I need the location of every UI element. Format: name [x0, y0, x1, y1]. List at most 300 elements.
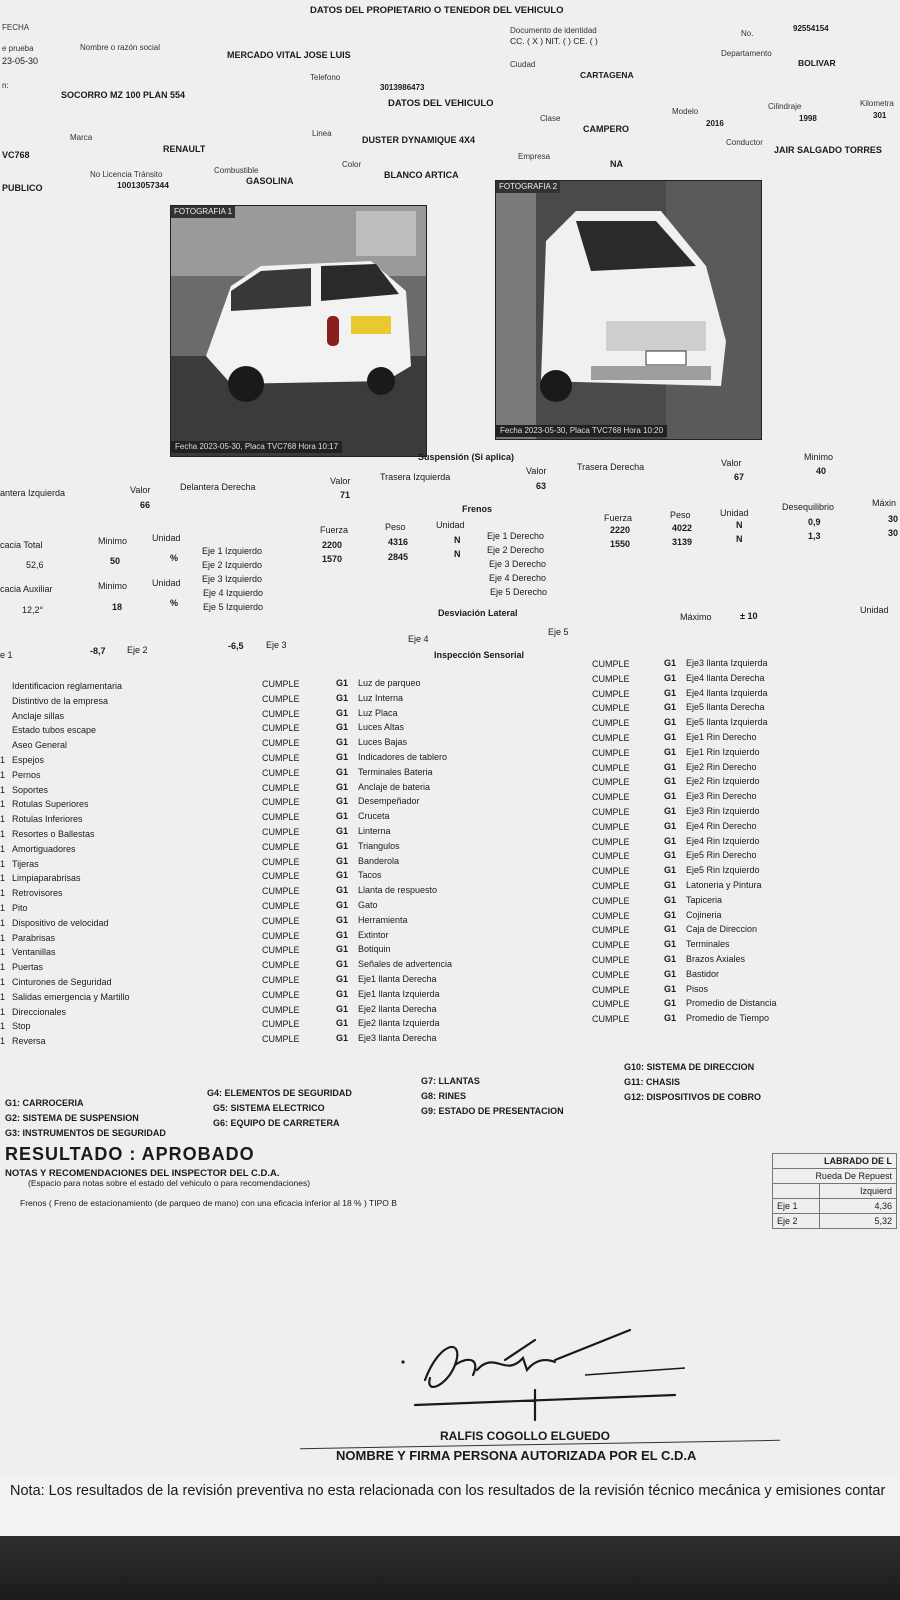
group-code: G1 [664, 761, 677, 772]
susp-minimo-label: Minimo [804, 452, 834, 462]
right-axle-4-name: Eje 4 Derecho [489, 573, 547, 583]
departamento-value: BOLIVAR [798, 58, 836, 68]
left-axle-2-fuerza: 1570 [322, 554, 343, 564]
frenos-minimo-value: 50 [110, 556, 121, 566]
group-code: G1 [336, 678, 349, 688]
group-g4: G4: ELEMENTOS DE SEGURIDAD [207, 1088, 352, 1098]
combustible-label: Combustible [214, 166, 259, 175]
group-g6: G6: EQUIPO DE CARRETERA [213, 1118, 340, 1128]
group-code: G1 [664, 820, 677, 831]
list-item: Eje2 Rin Izquierdo [686, 776, 760, 787]
list-item: Promedio de Tiempo [686, 1013, 770, 1024]
maximo-label: Máxin [872, 498, 897, 508]
list-item: Luz Placa [358, 707, 398, 718]
clase-label: Clase [540, 114, 561, 123]
frenos-peso-label: Peso [385, 522, 406, 532]
list-item: Triangulos [358, 840, 400, 851]
group-code: G1 [664, 1013, 677, 1024]
left-axle-4-name: Eje 4 Izquierdo [203, 588, 264, 598]
group-g12: G12: DISPOSITIVOS DE COBRO [624, 1092, 762, 1102]
list-item: Eje5 llanta Derecha [686, 702, 765, 713]
group-code: G1 [336, 1033, 349, 1044]
labrado-eje-2: Eje 2 [773, 1214, 820, 1229]
group-code: G1 [336, 855, 349, 866]
group-code: G1 [336, 707, 349, 718]
status-badge: CUMPLE [592, 1014, 630, 1025]
susp-td-valor-label: Valor [721, 458, 742, 468]
sensorial-prefix: 1 [0, 888, 6, 899]
group-code: G1 [664, 894, 677, 905]
modelo-label: Modelo [672, 107, 699, 116]
list-item: Extintor [358, 929, 389, 940]
status-badge: CUMPLE [262, 753, 300, 763]
cilindraje-label: Cilindraje [768, 102, 802, 111]
right-fuerza-label: Fuerza [604, 513, 633, 523]
sensorial-prefix: 1 [0, 755, 6, 765]
nombre-value: MERCADO VITAL JOSE LUIS [227, 50, 351, 60]
resultado-text: RESULTADO : APROBADO [5, 1144, 255, 1164]
left-axle-1-unidad: N [454, 535, 461, 545]
conductor-value: JAIR SALGADO TORRES [774, 145, 882, 155]
labrado-value-1: 4,36 [820, 1199, 897, 1214]
fecha-value: 23-05-30 [2, 56, 39, 66]
group-code: G1 [664, 835, 677, 846]
eficacia-total-value: 52,6 [26, 560, 44, 570]
sensorial-prefix: 1 [0, 858, 6, 869]
status-badge: CUMPLE [592, 821, 630, 832]
susp-di-valor-label: Valor [130, 485, 151, 495]
status-badge: CUMPLE [262, 886, 300, 897]
sensorial-prefix: 1 [0, 1006, 6, 1017]
vehicle-photo-1 [170, 205, 427, 457]
status-badge: CUMPLE [592, 881, 630, 891]
sensorial-prefix: 1 [0, 962, 6, 973]
group-g7: G7: LLANTAS [421, 1076, 480, 1086]
susp-dd-value: 71 [340, 490, 351, 500]
sensorial-prefix: 1 [0, 977, 6, 987]
status-badge: CUMPLE [592, 895, 630, 906]
group-code: G1 [336, 826, 349, 836]
sensorial-prefix: 1 [0, 1021, 6, 1032]
combustible-value: GASOLINA [246, 176, 294, 186]
cilindraje-value: 1998 [799, 114, 817, 123]
desv-eje2-label: Eje 2 [127, 645, 148, 655]
status-badge: CUMPLE [592, 925, 630, 936]
maximo-2: 30 [888, 528, 899, 538]
status-badge: CUMPLE [262, 738, 300, 749]
linea-value: DUSTER DYNAMIQUE 4X4 [362, 135, 476, 145]
clase-value: CAMPERO [583, 124, 630, 134]
status-badge: CUMPLE [262, 723, 300, 734]
licencia-label: No Licencia Tránsito [90, 170, 163, 179]
left-axle-2-unidad: N [454, 549, 461, 559]
list-item: Puertas [12, 962, 44, 973]
list-item: Eje1 llanta Izquierda [358, 988, 440, 999]
licencia-value: 10013057344 [117, 180, 170, 190]
list-item: Eje2 llanta Derecha [358, 1003, 437, 1014]
right-axle-2-unidad: N [736, 534, 743, 544]
status-badge: CUMPLE [262, 960, 300, 971]
list-item: Latoneria y Pintura [686, 880, 762, 890]
doc-label: Documento de identidad [510, 26, 597, 35]
list-item: Rotulas Inferiores [12, 814, 83, 825]
status-badge: CUMPLE [262, 1004, 300, 1015]
status-badge: CUMPLE [592, 673, 630, 684]
status-badge: CUMPLE [262, 930, 300, 941]
status-badge: CUMPLE [592, 777, 630, 788]
signer-role: NOMBRE Y FIRMA PERSONA AUTORIZADA POR EL C.D.A [336, 1448, 697, 1463]
group-g10: G10: SISTEMA DE DIRECCION [624, 1062, 755, 1072]
group-code: G1 [336, 959, 349, 970]
status-badge: CUMPLE [262, 975, 300, 985]
status-badge: CUMPLE [262, 827, 300, 837]
notas-title: NOTAS Y RECOMENDACIONES DEL INSPECTOR DEL C.D.A. [5, 1168, 280, 1179]
list-item: Eje2 llanta Izquierda [358, 1018, 440, 1029]
group-g8: G8: RINES [421, 1091, 467, 1101]
status-badge: CUMPLE [592, 733, 630, 743]
group-code: G1 [336, 1003, 349, 1014]
susp-trasera-der-label: Trasera Derecha [577, 462, 645, 472]
left-axle-1-name: Eje 1 Izquierdo [202, 546, 263, 556]
desv-eje4-label: Eje 4 [408, 634, 429, 644]
left-axle-2-peso: 2845 [388, 552, 409, 562]
list-item: Eje4 llanta Izquierda [686, 687, 768, 698]
group-code: G1 [664, 732, 677, 742]
group-code: G1 [664, 672, 677, 683]
deseq-2: 1,3 [808, 531, 821, 541]
susp-delantera-der-label: Delantera Derecha [180, 482, 256, 492]
left-axle-2-name: Eje 2 Izquierdo [202, 560, 263, 570]
marca-label: Marca [70, 133, 93, 142]
sensorial-prefix: 1 [0, 903, 6, 913]
footer-strip [0, 1476, 900, 1536]
group-code: G1 [336, 1018, 349, 1029]
desviacion-maximo-value: ± 10 [740, 611, 758, 621]
no-label: No. [741, 29, 754, 38]
group-code: G1 [664, 717, 677, 728]
list-item: Linterna [358, 826, 391, 836]
list-item: Anclaje sillas [12, 710, 65, 721]
status-badge: CUMPLE [592, 866, 630, 877]
list-item: Eje4 llanta Derecha [686, 672, 765, 683]
list-item: Brazos Axiales [686, 954, 746, 964]
list-item: Gato [358, 900, 378, 910]
right-axle-1-unidad: N [736, 520, 743, 530]
desv-eje2-value: -6,5 [228, 641, 244, 651]
frenos-unidad2-label: Unidad [436, 520, 465, 530]
status-badge: CUMPLE [262, 782, 300, 793]
status-badge: CUMPLE [262, 841, 300, 852]
ciudad-label: Ciudad [510, 60, 536, 69]
status-badge: CUMPLE [262, 1019, 300, 1030]
frenos-aux-minimo-label: Minimo [98, 581, 128, 591]
departamento-label: Departamento [721, 49, 772, 58]
list-item: Pito [12, 903, 28, 913]
right-peso-label: Peso [670, 510, 691, 520]
group-g9: G9: ESTADO DE PRESENTACION [421, 1106, 564, 1116]
status-badge: CUMPLE [592, 836, 630, 847]
photo-1-caption: Fecha 2023-05-30, Placa TVC768 Hora 10:17 [171, 441, 342, 453]
status-badge: CUMPLE [262, 901, 300, 911]
right-axle-3-name: Eje 3 Derecho [489, 559, 547, 569]
group-code: G1 [336, 752, 349, 762]
group-code: G1 [664, 865, 677, 876]
sensorial-prefix: 1 [0, 873, 6, 884]
doc-types: CC. ( X ) NIT. ( ) CE. ( ) [510, 36, 598, 46]
sensorial-prefix: 1 [0, 784, 6, 795]
signature-icon [385, 1320, 705, 1430]
list-item: Luces Altas [358, 722, 405, 733]
list-item: Resortes o Ballestas [12, 829, 95, 839]
list-item: Eje1 llanta Derecha [358, 974, 437, 984]
group-g3: G3: INSTRUMENTOS DE SEGURIDAD [5, 1128, 166, 1138]
frenos-unidad-label: Unidad [152, 533, 181, 543]
telefono-value: 3013986473 [380, 83, 425, 92]
group-code: G1 [336, 692, 349, 703]
status-badge: CUMPLE [592, 718, 630, 729]
list-item: Eje5 Rin Izquierdo [686, 865, 760, 876]
sensorial-prefix: 1 [0, 947, 6, 958]
left-axle-5-name: Eje 5 Izquierdo [203, 602, 264, 612]
eficacia-aux-value: 12,2° [22, 605, 44, 615]
list-item: Salidas emergencia y Martillo [12, 991, 130, 1002]
list-item: Stop [12, 1021, 31, 1032]
group-code: G1 [664, 968, 677, 979]
background-surface [0, 1536, 900, 1600]
status-badge: CUMPLE [262, 767, 300, 778]
group-code: G1 [336, 974, 349, 984]
status-badge: CUMPLE [592, 955, 630, 965]
notas-subtitle: (Espacio para notas sobre el estado del vehiculo o para recomendaciones) [28, 1178, 311, 1188]
list-item: Amortiguadores [12, 843, 76, 854]
list-item: Eje5 Rin Derecho [686, 850, 757, 861]
group-code: G1 [336, 840, 349, 851]
group-code: G1 [664, 850, 677, 861]
group-code: G1 [336, 929, 349, 940]
status-badge: CUMPLE [592, 999, 630, 1010]
list-item: Eje4 Rin Derecho [686, 820, 757, 831]
list-item: Espejos [12, 755, 45, 765]
deseq-1: 0,9 [808, 517, 821, 527]
group-g5: G5: SISTEMA ELECTRICO [213, 1103, 325, 1113]
group-code: G1 [336, 944, 349, 955]
status-badge: CUMPLE [592, 659, 630, 669]
labrado-value-2: 5,32 [820, 1214, 897, 1229]
labrado-table [772, 1153, 897, 1229]
group-code: G1 [664, 924, 677, 935]
susp-minimo-value: 40 [816, 466, 827, 476]
list-item: Anclaje de bateria [358, 781, 431, 792]
list-item: Ventanillas [12, 947, 56, 958]
list-item: Llanta de respuesto [358, 885, 438, 896]
list-item: Terminales [686, 939, 730, 950]
desv-eje3-label: Eje 3 [266, 640, 287, 650]
status-badge: CUMPLE [592, 792, 630, 803]
list-item: Terminales Bateria [358, 766, 433, 777]
left-axle-3-name: Eje 3 Izquierdo [202, 574, 263, 584]
status-badge: CUMPLE [262, 797, 300, 808]
list-item: Limpiaparabrisas [12, 873, 81, 884]
susp-trasera-izq-label: Trasera Izquierda [380, 472, 451, 482]
status-badge: CUMPLE [262, 708, 300, 719]
list-item: Banderola [358, 855, 400, 866]
deseq-label: Desequilibrio [782, 502, 835, 512]
frenos-minimo-label: Minimo [98, 536, 128, 546]
list-item: Herramienta [358, 914, 408, 925]
frenos-unidad-value: % [170, 553, 179, 563]
nota-frenos: Frenos ( Freno de estacionamiento (de parqueo de mano) con una eficacia inferior al 18 % ) TIPO B [20, 1198, 397, 1208]
labrado-col-header: Izquierd [820, 1184, 897, 1199]
status-badge: CUMPLE [262, 693, 300, 704]
fecha-prueba-label: e prueba [2, 44, 34, 53]
list-item: Eje1 Rin Derecho [686, 732, 757, 742]
group-code: G1 [336, 914, 349, 925]
list-item: Distintivo de la empresa [12, 695, 109, 706]
ciudad-value: CARTAGENA [580, 70, 634, 80]
frenos-aux-unidad-label: Unidad [152, 578, 181, 588]
group-code: G1 [664, 687, 677, 698]
signer-name: RALFIS COGOLLO ELGUEDO [440, 1429, 610, 1443]
right-axle-2-fuerza: 1550 [610, 539, 631, 549]
status-badge: CUMPLE [262, 856, 300, 867]
list-item: Aseo General [12, 740, 68, 751]
group-code: G1 [664, 658, 677, 668]
kilometraje-label: Kilometra [860, 99, 894, 108]
list-item: Cruceta [358, 811, 390, 822]
sensorial-prefix: 1 [0, 991, 6, 1002]
group-code: G1 [336, 722, 349, 733]
desviacion-maximo-label: Máximo [680, 612, 712, 622]
status-badge: CUMPLE [262, 812, 300, 823]
linea-label: Linea [312, 129, 332, 138]
sensorial-prefix: 1 [0, 814, 6, 825]
right-axle-1-fuerza: 2220 [610, 525, 631, 535]
list-item: Eje3 Rin Derecho [686, 791, 757, 802]
status-badge: CUMPLE [592, 969, 630, 980]
vehicle-section-title: DATOS DEL VEHICULO [388, 98, 494, 109]
group-code: G1 [664, 776, 677, 787]
right-axle-5-name: Eje 5 Derecho [490, 587, 548, 597]
telefono-label: Telefono [310, 73, 341, 82]
list-item: Tijeras [12, 858, 39, 869]
desv-eje1-label: e 1 [0, 650, 13, 660]
group-g11: G11: CHASIS [624, 1077, 681, 1087]
frenos-fuerza-label: Fuerza [320, 525, 349, 535]
list-item: Eje2 Rin Derecho [686, 761, 757, 772]
right-axle-2-name: Eje 2 Derecho [487, 545, 545, 555]
sensorial-prefix: 1 [0, 829, 6, 839]
list-item: Señales de advertencia [358, 959, 453, 970]
photo-2-caption: Fecha 2023-05-30, Placa TVC768 Hora 10:20 [496, 425, 667, 437]
nombre-label: Nombre o razón social [80, 43, 161, 52]
susp-td-value: 67 [734, 472, 745, 482]
group-code: G1 [336, 870, 349, 881]
group-code: G1 [664, 702, 677, 713]
list-item: Tapiceria [686, 894, 723, 905]
table-row [773, 1214, 897, 1229]
group-code: G1 [664, 791, 677, 802]
list-item: Cojineria [686, 909, 722, 920]
photo-1-tag: FOTOGRAFIA 1 [171, 206, 235, 218]
status-badge: CUMPLE [592, 910, 630, 921]
left-axle-1-peso: 4316 [388, 537, 409, 547]
sensorial-prefix: 1 [0, 799, 6, 810]
status-badge: CUMPLE [592, 940, 630, 951]
status-badge: CUMPLE [262, 915, 300, 926]
right-axle-1-name: Eje 1 Derecho [487, 531, 545, 541]
list-item: Luz Interna [358, 692, 404, 703]
list-item: Direccionales [12, 1006, 67, 1017]
list-item: Dispositivo de velocidad [12, 917, 109, 928]
group-code: G1 [664, 880, 677, 890]
color-value: BLANCO ARTICA [384, 170, 459, 180]
servicio-value: PUBLICO [2, 183, 43, 193]
desviacion-title: Desviación Lateral [438, 608, 518, 618]
car-photo-1-icon [171, 206, 426, 456]
status-badge: CUMPLE [592, 762, 630, 773]
status-badge: CUMPLE [592, 807, 630, 817]
desv-eje5-label: Eje 5 [548, 627, 569, 637]
group-code: G1 [336, 781, 349, 792]
list-item: Promedio de Distancia [686, 998, 777, 1009]
sensorial-prefix: 1 [0, 843, 6, 854]
susp-dd-valor-label: Valor [330, 476, 351, 486]
sensorial-title: Inspección Sensorial [434, 650, 525, 660]
list-item: Cinturones de Seguridad [12, 977, 112, 987]
photo-2-tag: FOTOGRAFIA 2 [496, 181, 560, 193]
desviacion-unidad-label: Unidad [860, 605, 889, 615]
group-code: G1 [336, 900, 349, 910]
list-item: Eje5 llanta Izquierda [686, 717, 768, 728]
no-value: 92554154 [793, 24, 829, 33]
frenos-aux-minimo-value: 18 [112, 602, 123, 612]
susp-ti-value: 63 [536, 481, 547, 491]
group-code: G1 [336, 988, 349, 999]
status-badge: CUMPLE [592, 703, 630, 714]
status-badge: CUMPLE [592, 984, 630, 995]
group-code: G1 [336, 737, 349, 748]
status-badge: CUMPLE [262, 679, 300, 689]
sensorial-prefix: 1 [0, 917, 6, 928]
sensorial-prefix: 1 [0, 1036, 6, 1047]
sensorial-prefix: 1 [0, 932, 6, 943]
direccion-label: n: [2, 81, 9, 90]
status-badge: CUMPLE [592, 688, 630, 699]
right-unidad-label: Unidad [720, 508, 749, 518]
footer-note: Nota: Los resultados de la revisión preventiva no esta relacionada con los resultados de la revisión técnico mecánica y emisiones contar [10, 1483, 886, 1499]
list-item: Botiquin [358, 944, 391, 955]
list-item: Eje3 Rin Izquierdo [686, 806, 760, 816]
frenos-aux-unidad-value: % [170, 598, 179, 608]
kilometraje-value: 301 [873, 111, 887, 120]
list-item: Eje3 llanta Derecha [358, 1033, 437, 1044]
list-item: Parabrisas [12, 932, 56, 943]
group-code: G1 [336, 766, 349, 777]
direccion-value: SOCORRO MZ 100 PLAN 554 [61, 90, 186, 100]
list-item: Rotulas Superiores [12, 799, 89, 810]
empresa-value: NA [610, 159, 623, 169]
list-item: Identificacion reglamentaria [12, 681, 123, 691]
list-item: Pernos [12, 769, 41, 780]
list-item: Bastidor [686, 968, 720, 979]
susp-delantera-izq-label: antera Izquierda [0, 488, 66, 498]
frenos-title: Frenos [462, 504, 493, 514]
eficacia-total-label: cacia Total [0, 540, 43, 550]
group-code: G1 [664, 983, 677, 994]
group-code: G1 [664, 939, 677, 950]
list-item: Desempeñador [358, 796, 420, 807]
group-code: G1 [336, 811, 349, 822]
